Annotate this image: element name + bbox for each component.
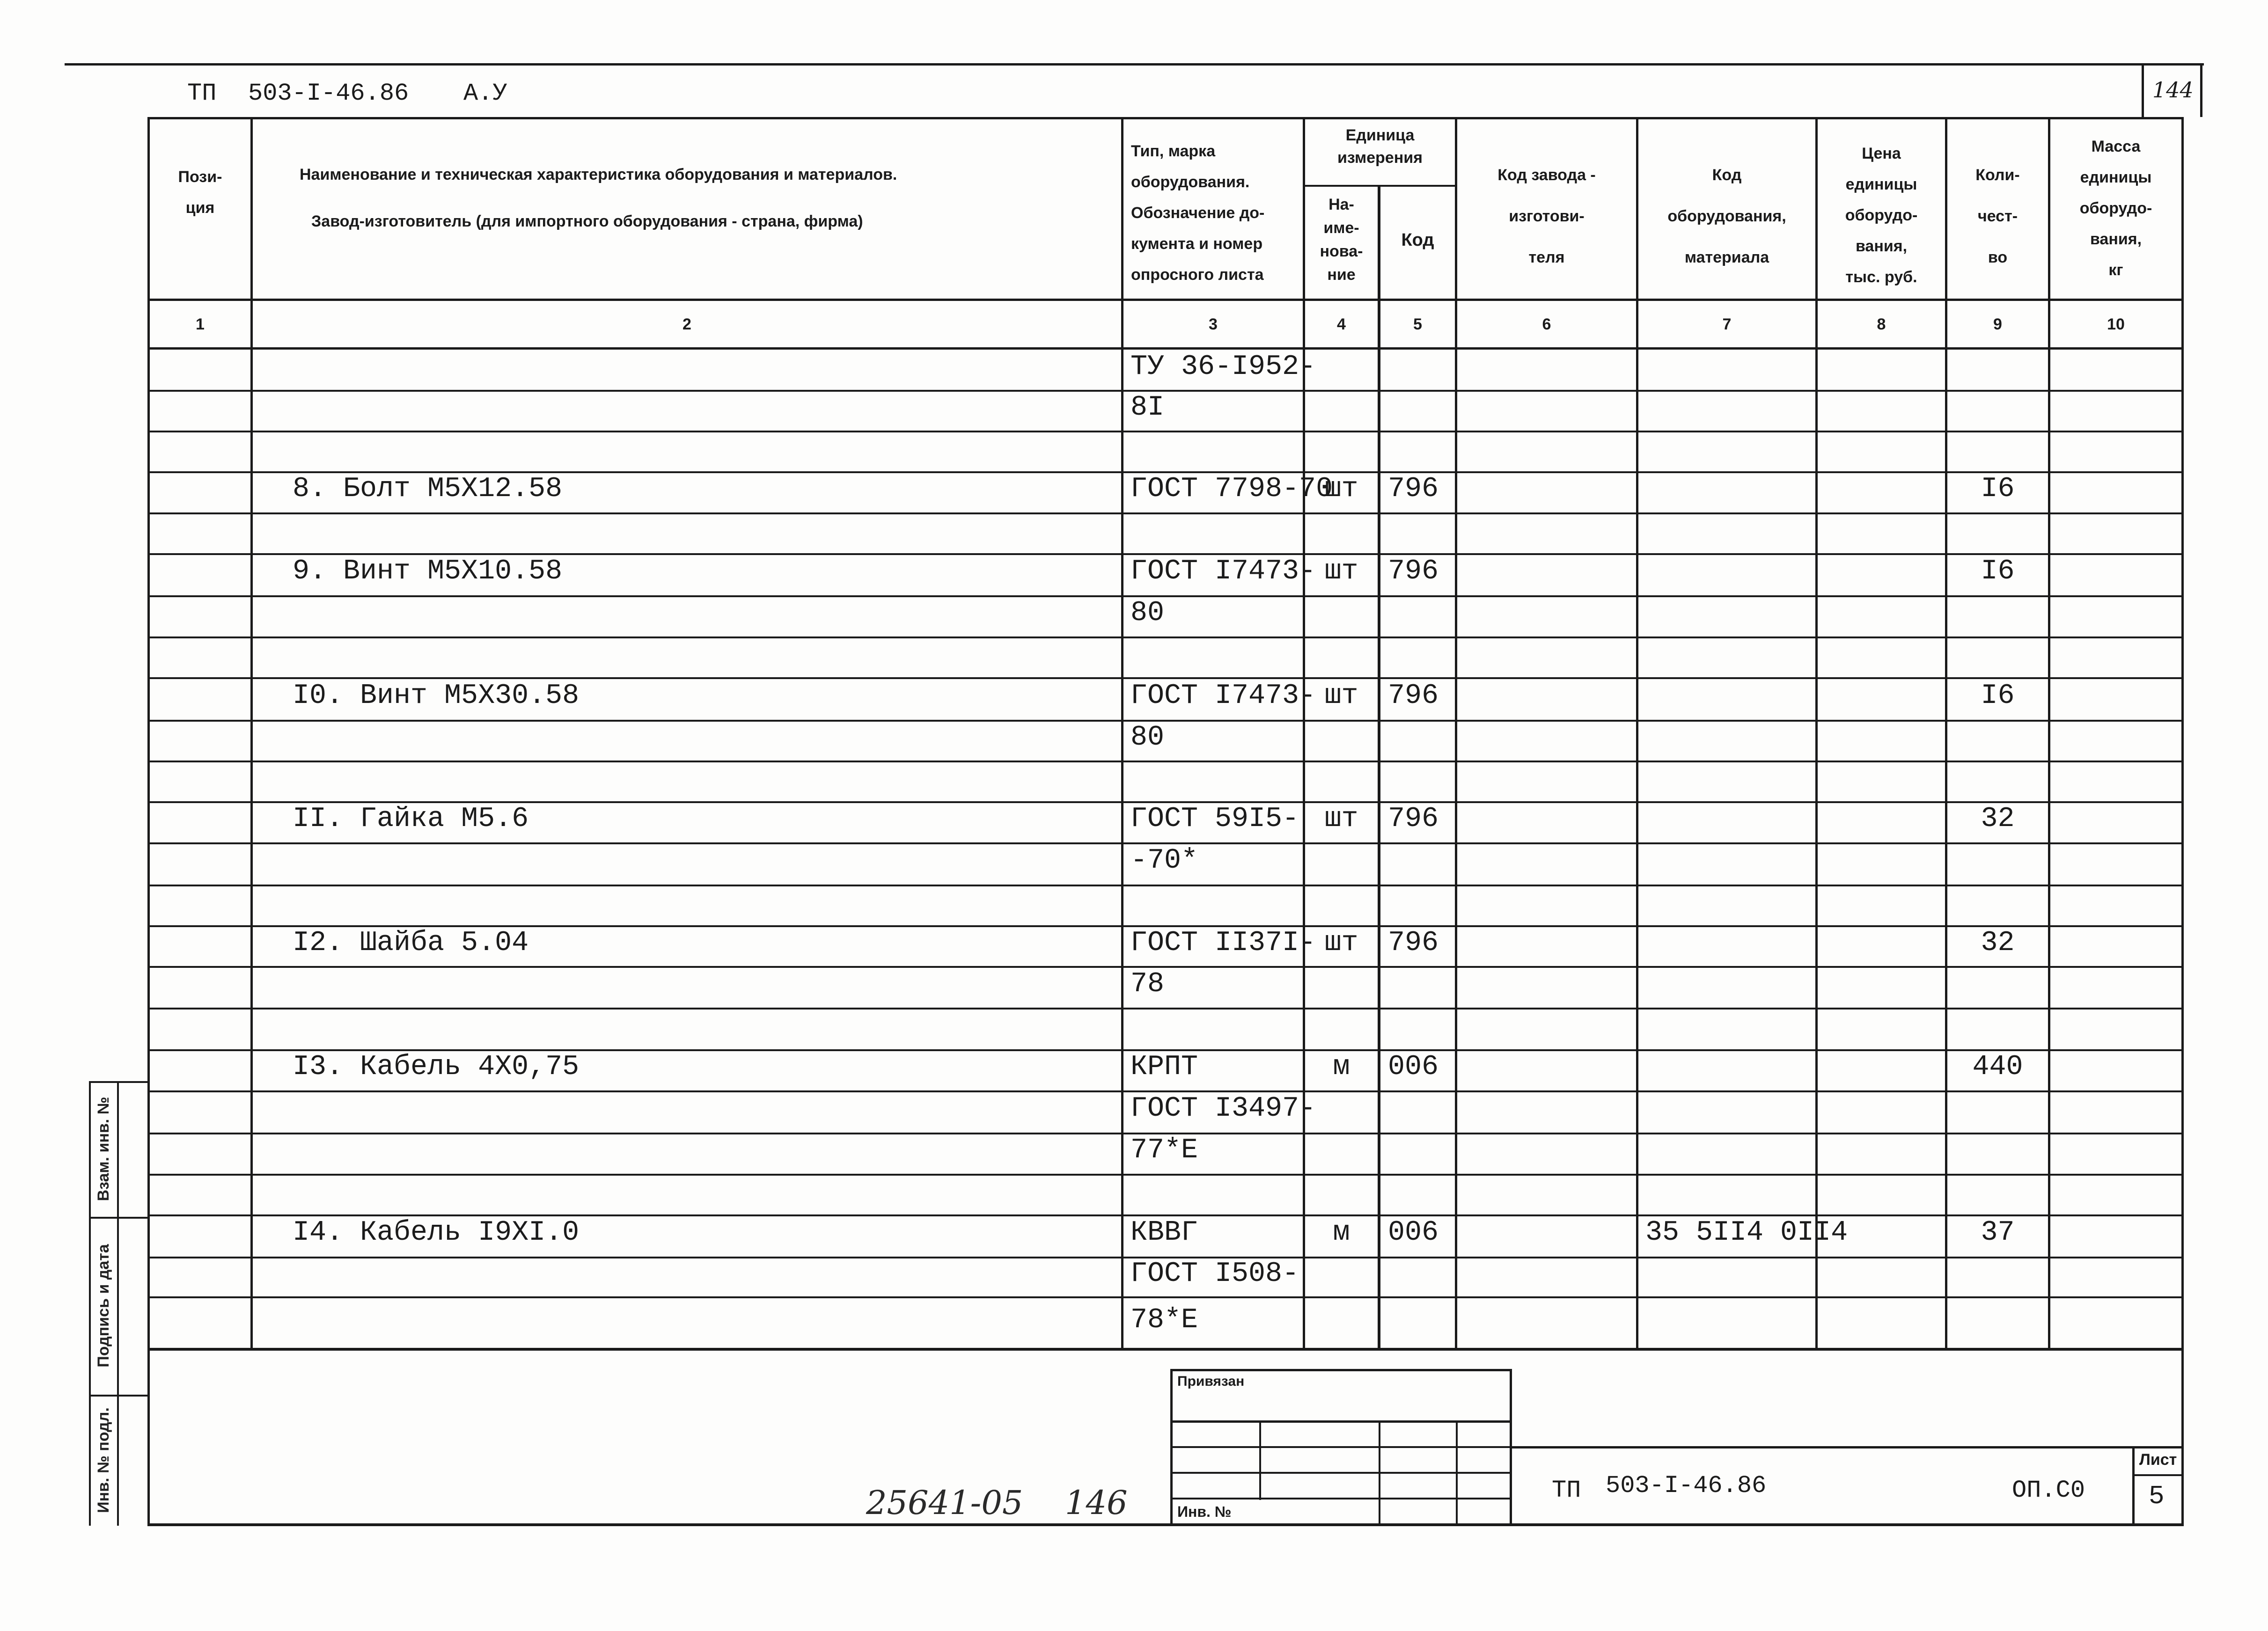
header-album: А.У [463, 80, 507, 107]
row-name: I4. Кабель I9ХI.0 [293, 1217, 580, 1249]
row-unit: шт [1324, 556, 1358, 587]
row-type: 77*Е [1130, 1134, 1198, 1166]
row-type: 78 [1130, 968, 1165, 1000]
col-line [1815, 117, 1818, 1349]
stamp-suffix: ОП.С0 [2012, 1477, 2085, 1504]
row-quantity: 440 [1972, 1051, 2023, 1083]
stamp-col [1259, 1420, 1261, 1500]
col-line [1121, 117, 1123, 1349]
row-type: -70* [1130, 845, 1198, 877]
col-header-type: Тип, марка оборудования. Обозначение до- кумента и номер опросного листа [1131, 142, 1265, 284]
stamp-sheet-number: 5 [2149, 1481, 2165, 1511]
row-line [147, 1008, 2184, 1009]
col-header-factory-code: Код завода - изготови- теля [1497, 166, 1596, 266]
stamp-privyazan: Привязан [1177, 1374, 1245, 1389]
col-number: 10 [2107, 315, 2125, 333]
side-strip-line [89, 1081, 91, 1526]
row-type: ГОСТ 7798-70 [1130, 473, 1333, 505]
row-line [147, 761, 2184, 762]
stamp-inv-label: Инв. № [1177, 1503, 1232, 1520]
col-header-mass: Масса единицы оборудо- вания, кг [2079, 138, 2152, 279]
row-unit: шт [1324, 680, 1358, 712]
side-label-inv: Инв. № подл. [95, 1407, 112, 1513]
row-line [147, 1174, 2184, 1176]
sheet-box-left [2132, 1446, 2135, 1526]
stamp-col [1379, 1420, 1380, 1526]
row-unit: шт [1324, 473, 1358, 505]
col-line [1455, 117, 1457, 1349]
table-bottom [147, 1348, 2184, 1351]
stamp-line [1170, 1420, 1512, 1423]
row-quantity: 32 [1981, 803, 2015, 835]
col-number: 4 [1337, 315, 1346, 333]
col-number: 6 [1542, 315, 1551, 333]
side-label-podpis: Подпись и дата [95, 1244, 112, 1368]
col-line [250, 117, 253, 1349]
stamp-sheet-label: Лист [2139, 1451, 2177, 1469]
stamp-line [1170, 1498, 1512, 1499]
row-line [147, 390, 2184, 392]
col-number: 3 [1209, 315, 1218, 333]
col-header-name-line2: Завод-изготовитель (для импортного оборудования - страна, фирма) [311, 212, 863, 230]
row-type: ТУ 36-I952- [1130, 351, 1316, 383]
page-hand-number: 144 [2152, 77, 2194, 102]
row-line [147, 842, 2184, 844]
col-line [1636, 117, 1638, 1349]
col-number: 9 [1993, 315, 2002, 333]
row-name: 8. Болт М5Х12.58 [293, 473, 563, 505]
archive-sheet: 146 [1065, 1484, 1128, 1522]
row-name: I3. Кабель 4Х0,75 [293, 1051, 580, 1083]
row-line [147, 595, 2184, 597]
row-unit: м [1333, 1051, 1350, 1083]
frame-bottom [147, 1523, 2184, 1526]
col-number: 1 [196, 315, 205, 333]
row-type: 78*Е [1130, 1304, 1198, 1336]
row-name: I2. Шайба 5.04 [293, 927, 529, 959]
row-type: ГОСТ I7473- [1130, 556, 1316, 587]
row-code: 796 [1388, 927, 1439, 959]
row-quantity: 37 [1981, 1217, 2015, 1249]
stamp-number: 503-I-46.86 [1606, 1472, 1767, 1499]
col-header-material-code: Код оборудования, материала [1667, 166, 1786, 266]
row-line [147, 636, 2184, 638]
col-number: 7 [1722, 315, 1732, 333]
page-box-left [2142, 66, 2144, 117]
row-name: II. Гайка М5.6 [293, 803, 529, 835]
row-line [147, 553, 2184, 555]
row-code: 796 [1388, 803, 1439, 835]
frame-right [2181, 117, 2184, 1526]
col-header-quantity: Коли- чест- во [1975, 166, 2020, 266]
side-strip-line [117, 1081, 119, 1526]
row-code: 006 [1388, 1217, 1439, 1249]
side-strip-top [89, 1081, 149, 1083]
row-code: 796 [1388, 680, 1439, 712]
col-header-unit-code: Код [1401, 230, 1434, 250]
col-line [1945, 117, 1947, 1349]
col-header-unit-group: Единица измерения [1337, 126, 1423, 167]
row-material-code: 35 5II4 0II4 [1645, 1217, 1848, 1249]
table-top [147, 117, 2184, 119]
row-name: I0. Винт М5Х30.58 [293, 680, 580, 712]
row-quantity: I6 [1981, 473, 2015, 505]
col-header-position: Пози- ция [178, 168, 222, 217]
row-quantity: 32 [1981, 927, 2015, 959]
header-bottom [147, 299, 2184, 301]
row-line [147, 720, 2184, 722]
header-doc-code: ТП [187, 80, 217, 107]
row-type: КРПТ [1130, 1051, 1198, 1083]
stamp-top [1170, 1369, 1512, 1371]
col-number: 5 [1413, 315, 1422, 333]
stamp-main-top [1512, 1446, 2184, 1448]
row-line [147, 1214, 2184, 1216]
stamp-tp: ТП [1552, 1477, 1581, 1504]
row-code: 006 [1388, 1051, 1439, 1083]
sheet-box-mid [2132, 1474, 2184, 1476]
row-type: 8I [1130, 392, 1165, 424]
row-unit: м [1333, 1217, 1350, 1249]
row-line [147, 1296, 2184, 1298]
row-quantity: I6 [1981, 680, 2015, 712]
row-line [147, 1090, 2184, 1092]
row-line [147, 431, 2184, 432]
col-header-name-line1: Наименование и техническая характеристика оборудования и материалов. [300, 166, 897, 183]
row-line [147, 512, 2184, 514]
row-type: 80 [1130, 722, 1165, 753]
side-label-vzam: Взам. инв. № [95, 1097, 112, 1201]
row-type: ГОСТ II37I- [1130, 927, 1316, 959]
row-line [147, 966, 2184, 968]
col-number: 8 [1877, 315, 1886, 333]
col-number: 2 [683, 315, 691, 333]
stamp-col [1456, 1420, 1458, 1526]
row-quantity: I6 [1981, 556, 2015, 587]
row-type: 80 [1130, 597, 1165, 629]
row-type: ГОСТ I3497- [1130, 1093, 1316, 1125]
archive-number: 25641-05 [866, 1484, 1023, 1522]
col-header-price: Цена единицы оборудо- вания, тыс. руб. [1845, 145, 1918, 286]
stamp-line [1170, 1446, 1512, 1448]
row-code: 796 [1388, 556, 1439, 587]
row-type: ГОСТ I508- [1130, 1258, 1299, 1290]
top-border [65, 63, 2204, 66]
stamp-line [1170, 1472, 1512, 1474]
row-type: ГОСТ 59I5- [1130, 803, 1299, 835]
row-code: 796 [1388, 473, 1439, 505]
col-line [2048, 117, 2050, 1349]
header-doc-number: 503-I-46.86 [248, 80, 409, 107]
col-line [1303, 117, 1305, 1349]
row-type: ГОСТ I7473- [1130, 680, 1316, 712]
side-strip-div [89, 1217, 149, 1219]
row-line [147, 677, 2184, 679]
col-header-unit-name: На- име- нова- ние [1320, 196, 1363, 284]
row-name: 9. Винт М5Х10.58 [293, 556, 563, 587]
row-type: КВВГ [1130, 1217, 1198, 1249]
numbers-bottom [147, 347, 2184, 350]
row-unit: шт [1324, 803, 1358, 835]
row-unit: шт [1324, 927, 1358, 959]
row-line [147, 885, 2184, 886]
page-box-right [2200, 66, 2202, 117]
